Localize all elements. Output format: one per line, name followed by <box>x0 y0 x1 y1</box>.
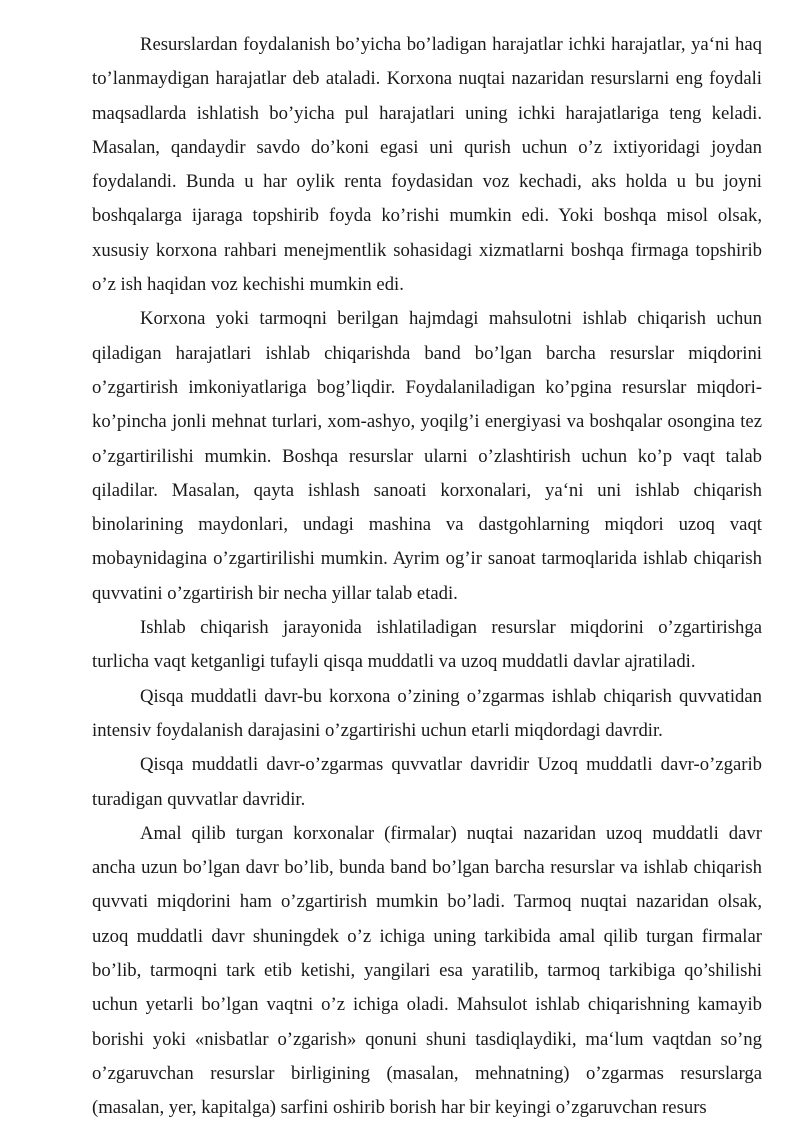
paragraph-resource-change: Korxona yoki tarmoqni berilgan hajmdagi mahsulotni ishlab chiqarish uchun qiladigan harajatlari ishlab chiqarishda band bo’lgan barcha resurslar miqdorini o’zgartirish imkoniyatlariga bog’liqdir. Foydalaniladigan ko’pgina resurslar miqdori-ko’pincha jonli mehnat turlari, xom-ashyo, yoqilg’i energiyasi va boshqalar osongina tez o’zgartirilishi mumkin. Boshqa resurslar ularni o’zlashtirish uchun ko’p vaqt talab qiladilar. Masalan, qayta ishlash sanoati korxonalari, ya‘ni uni ishlab chiqarish binolarining maydonlari, undagi mashina va dastgohlarning miqdori uzoq vaqt mobaynidagina o’zgartirilishi mumkin. Ayrim og’ir sanoat tarmoqlarida ishlab chiqarish quvvatini o’zgartirish bir necha yillar talab etadi. <box>92 308 762 604</box>
paragraph-periods-intro: Ishlab chiqarish jarayonida ishlatiladigan resurslar miqdorini o’zgartirishga turlicha vaqt ketganligi tufayli qisqa muddatli va uzoq muddatli davlar ajratiladi. <box>92 617 762 673</box>
paragraph-long-run-firms: Amal qilib turgan korxonalar (firmalar) nuqtai nazaridan uzoq muddatli davr ancha uzun bo’lgan davr bo’lib, bunda band bo’lgan barcha resurslar va ishlab chiqarish quvvati miqdorini ham o’zgartirish mumkin bo’ladi. Tarmoq nuqtai nazaridan olsak, uzoq muddatli davr shuningdek o’z ichiga uning tarkibida amal qilib turgan firmalar bo’lib, tarmoqni tark etib ketishi, yangilari esa yaratilib, tarmoq tarkibiga qo’shilishi uchun yetarli bo’lgan vaqtni o’z ichiga oladi. Mahsulot ishlab chiqarishning kamayib borishi yoki «nisbatlar o’zgarish» qonuni shuni tasdiqlaydiki, ma‘lum vaqtdan so’ng o’zgaruvchan resurslar birligining (masalan, mehnatning) o’zgarmas resurslarga (masalan, yer, kapitalga) sarfini oshirib borish har bir keyingi o’zgaruvchan resurs <box>92 822 762 1119</box>
document-page <box>92 28 762 1126</box>
paragraph-short-run-definition: Qisqa muddatli davr-bu korxona o’zining o’zgarmas ishlab chiqarish quvvatidan intensiv foydalanish darajasini o’zgartirishi uchun etarli miqdordagi davrdir. <box>92 685 762 741</box>
paragraph-short-long-run: Qisqa muddatli davr-o’zgarmas quvvatlar davridir Uzoq muddatli davr-o’zgarib turadigan quvvatlar davridir. <box>92 754 762 810</box>
paragraph-resource-costs: Resurslardan foydalanish bo’yicha bo’ladigan harajatlar ichki harajatlar, ya‘ni haq to’lanmaydigan harajatlar deb ataladi. Korxona nuqtai nazaridan resurslarni eng foydali maqsadlarda ishlatish bo’yicha pul harajatlari uning ichki harajatlariga teng keladi. Masalan, qandaydir savdo do’koni egasi uni qurish uchun o’z ixtiyoridagi joydan foydalandi. Bunda u har oylik renta foydasidan voz kechadi, aks holda u bu joyni boshqalarga ijaraga topshirib foyda ko’rishi mumkin edi. Yoki boshqa misol olsak, xususiy korxona rahbari menejmentlik sohasidagi xizmatlarni boshqa firmaga topshirib o’z ish haqidan voz kechishi mumkin edi. <box>92 34 762 296</box>
